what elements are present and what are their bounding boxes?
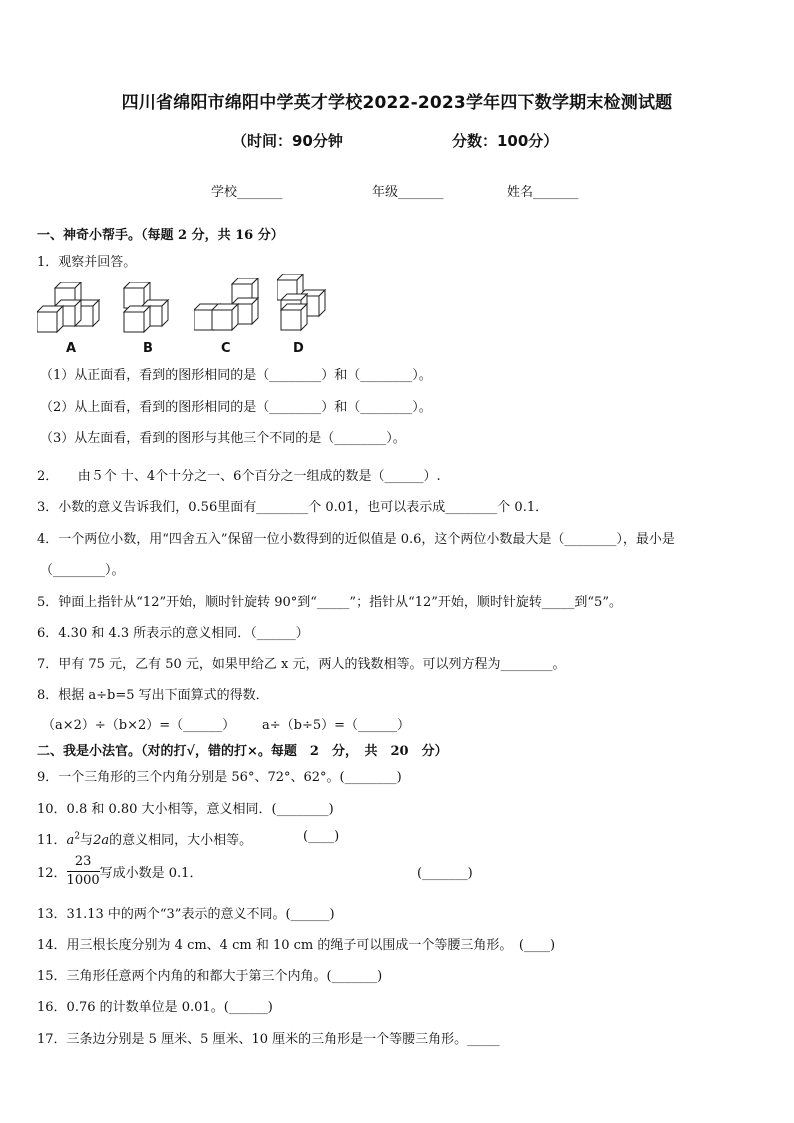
question-4: 4．一个两位小数，用“四舍五入”保留一位小数得到的近似值是 0.6，这个两位小数最大是（________），最小是: [37, 532, 675, 547]
figure-label-a: A: [66, 341, 77, 356]
section-1-heading: 一、神奇小帮手。（每题 2 分，共 16 分）: [37, 228, 284, 243]
question-8: 8．根据 a÷b=5 写出下面算式的得数．: [37, 688, 269, 703]
question-11-suffix: 的意义相同，大小相等。: [109, 833, 253, 848]
figure-label-d: D: [293, 341, 304, 356]
question-8-expression-1: （a×2）÷（b×2）=（______）: [42, 718, 236, 733]
expression-2a: 2a: [93, 833, 110, 848]
question-1-part-3: （3）从左面看，看到的图形与其他三个不同的是（________）。: [40, 431, 406, 446]
figure-label-b: B: [143, 341, 153, 356]
question-5: 5．钟面上指针从“12”开始，顺时针旋转 90°到“_____”；指针从“12”开始，顺时针旋转_____到“5”。: [37, 595, 622, 610]
grade-field[interactable]: 年级_______: [372, 185, 444, 200]
fraction-denominator: 1000: [66, 873, 100, 888]
question-4-continued: （________）。: [40, 563, 125, 578]
page-title: 四川省绵阳市绵阳中学英才学校2022-2023学年四下数学期末检测试题: [121, 93, 673, 113]
question-1-part-1: （1）从正面看，看到的图形相同的是（________）和（________）。: [40, 368, 432, 383]
question-17: 17．三条边分别是 5 厘米、5 厘米、10 厘米的三角形是一个等腰三角形。_____: [37, 1032, 500, 1047]
fraction: [67, 853, 100, 890]
variable-a: a: [66, 833, 75, 848]
school-field[interactable]: 学校_______: [211, 185, 283, 200]
question-12-suffix: 写成小数是 0.1．: [99, 866, 203, 881]
exam-time: （时间：90分钟: [232, 132, 343, 150]
exponent: 2: [74, 831, 81, 842]
cube-figure-d: [277, 274, 329, 334]
figure-label-c: C: [221, 341, 231, 356]
question-10: 10．0.8 和 0.80 大小相等，意义相同．(________): [37, 802, 334, 817]
question-7: 7．甲有 75 元，乙有 50 元，如果甲给乙 x 元，两人的钱数相等。可以列方程为________。: [37, 657, 566, 672]
cube-figure-a: [37, 282, 105, 334]
question-8-expression-2: a÷（b÷5）=（______）: [262, 718, 411, 733]
name-field[interactable]: 姓名_______: [507, 185, 579, 200]
question-12-blank[interactable]: (_______): [417, 866, 473, 881]
question-14: 14．用三根长度分别为 4 cm、4 cm 和 10 cm 的绳子可以围成一个等腰三角形。 (____): [37, 938, 556, 953]
question-11-blank[interactable]: (____): [303, 829, 340, 844]
question-13: 13．31.13 中的两个“3”表示的意义不同。(______): [37, 907, 335, 922]
cube-figure-b: [120, 282, 172, 334]
question-12: [37, 853, 202, 890]
question-1: 1．观察并回答。: [37, 255, 137, 270]
section-2-heading: 二、我是小法官。（对的打√，错的打×。每题 2 分， 共 20 分）: [37, 744, 448, 759]
question-3: 3．小数的意义告诉我们，0.56里面有________个 0.01，也可以表示成________个 0.1．: [37, 500, 549, 515]
question-16: 16．0.76 的计数单位是 0.01。(______): [37, 1000, 273, 1015]
question-11-prefix: 11．: [37, 833, 67, 848]
question-11: [37, 829, 252, 848]
question-11-middle: 与: [80, 833, 94, 848]
question-12-prefix: 12．: [37, 866, 67, 881]
question-1-part-2: （2）从上面看，看到的图形相同的是（________）和（________）。: [40, 400, 432, 415]
question-6: 6．4.30 和 4.3 所表示的意义相同．（______）: [37, 626, 309, 641]
question-9: 9．一个三角形的三个内角分别是 56°、72°、62°。(________): [37, 770, 402, 785]
question-2: 2． 由５个 十、4个十分之一、6个百分之一组成的数是（______）.: [37, 469, 441, 484]
fraction-numerator: 23: [67, 853, 100, 872]
exam-score: 分数：100分）: [452, 132, 559, 150]
cube-figure-c: [194, 278, 262, 334]
question-15: 15．三角形任意两个内角的和都大于第三个内角。(_______): [37, 969, 383, 984]
